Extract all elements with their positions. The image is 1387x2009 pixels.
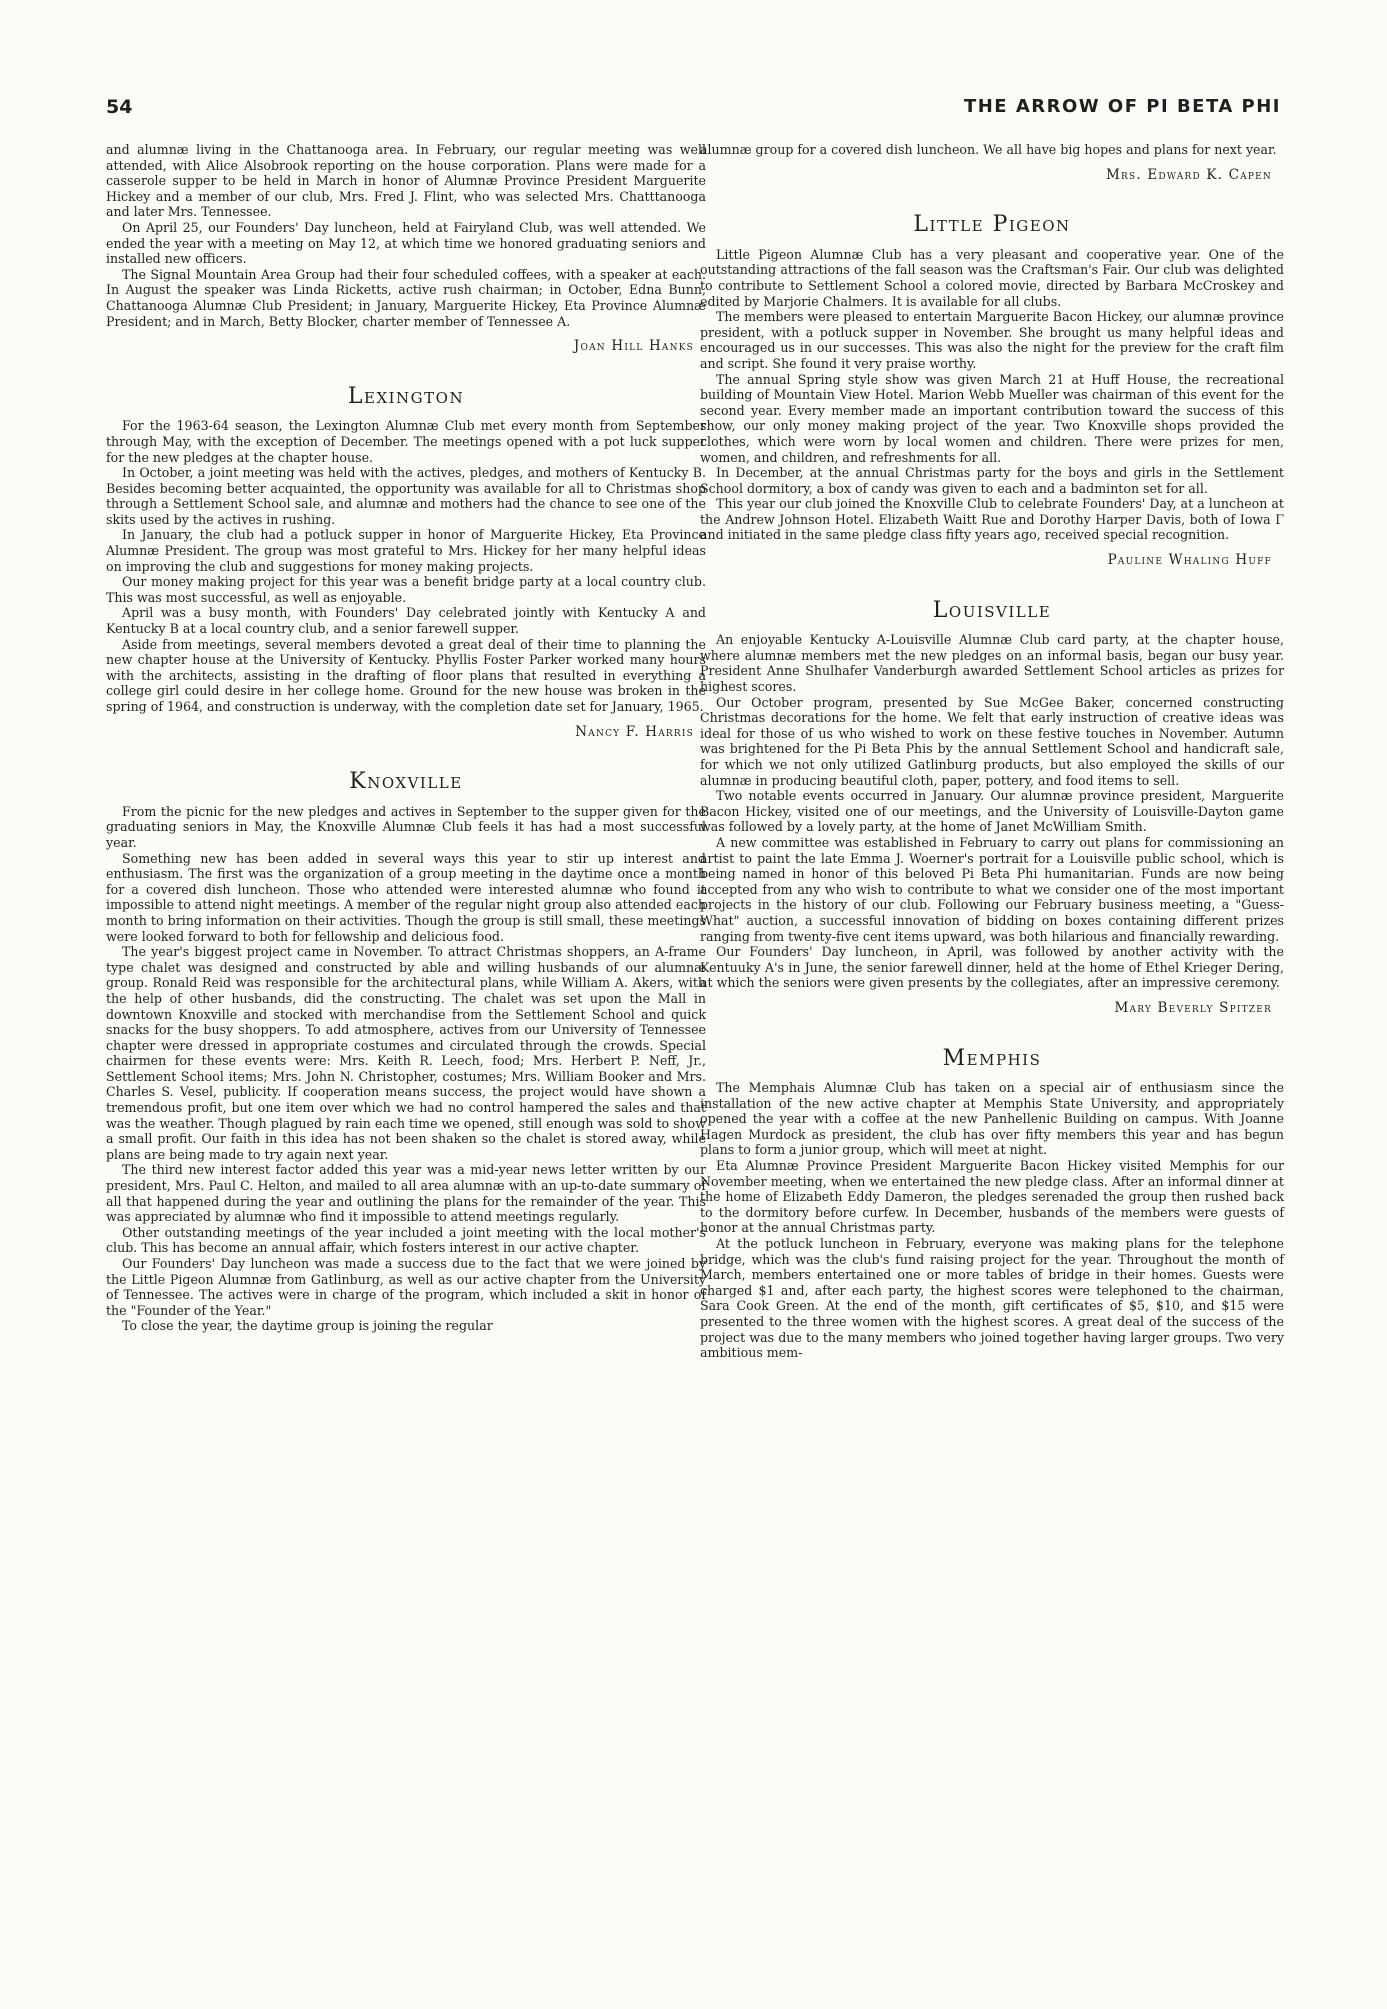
section-title-lexington: Lexington — [347, 383, 465, 409]
paragraph: alumnæ group for a covered dish luncheon. We all have big hopes and plans for next year. — [700, 142, 1277, 157]
page-header — [106, 96, 1281, 120]
paragraph: and alumnæ living in the Chattanooga area. In February, our regular meeting was well attended, with Alice Alsobrook reporting on the house corporation. Plans were made for a casserole supper to be held in March in honor of Alumnæ Province President Marguerite Hickey and a member of our club, Mrs. Fred J. Flint, who was selected Mrs. Chatttanooga and later Mrs. Tennessee. — [106, 142, 706, 220]
paragraph: Two notable events occurred in January. Our alumnæ province president, Marguerite Bacon Hickey, visited one of our meetings, and the University of Louisville-Dayton game was followed by a lovely party, at the home of Janet McWilliam Smith. — [700, 788, 1284, 835]
section-title-louisville: Louisville — [932, 597, 1052, 623]
paragraph: Something new has been added in several ways this year to stir up interest and enthusiasm. The first was the organization of a group meeting in the daytime once a month for a covered dish luncheon. Those who attended were interested alumnæ who found it impossible to attend night meetings. A member of the regular night group also attended each month to bring information on their activities. Though the group is still small, these meetings were looked forward to both for fellowship and delicious food. — [106, 850, 706, 944]
paragraph: The year's biggest project came in November. To attract Christmas shoppers, an A-frame type chalet was designed and constructed by able and willing husbands of our alumnæ group. Ronald Reid was responsible for the architectural plans, while William A. Akers, with the help of other husbands, did the constructing. The chalet was set upon the Mall in downtown Knoxville and stocked with merchandise from the Settlement School and quick snacks for the busy shoppers. To add atmosphere, actives from our University of Tennessee chapter were dressed in appropriate costumes and circulated through the crowds. Special chairmen for these events were: Mrs. Keith R. Leech, food; Mrs. Herbert P. Neff, Jr., Settlement School items; Mrs. John N. Christopher, costumes; Mrs. William Booker and Mrs. Charles S. Vesel, publicity. If cooperation means success, the project would have shown a tremendous profit, but one item over which we had no control hampered the sales and that was the weather. Though plagued by rain each time we opened, still enough was sold to show a small profit. Our faith in this idea has not been shaken so the chalet is stored away, while plans are being made to try again next year. — [106, 944, 707, 1162]
paragraph: In January, the club had a potluck supper in honor of Marguerite Hickey, Eta Province Alumnæ President. The group was most grateful to Mrs. Hickey for her many helpful ideas on improving the club and suggestions for money making projects. — [106, 527, 706, 574]
paragraph: A new committee was established in February to carry out plans for commissioning an artist to paint the late Emma J. Woerner's portrait for a Louisville public school, which is being named in honor of this beloved Pi Beta Phi humanitarian. Funds are now being accepted from any who wish to contribute to what we consider one of the most important projects in the history of our club. Following our February business meeting, a "Guess-What" auction, a successful innovation of bidding on boxes containing different prizes ranging from twenty-five cent items upward, was both hilarious and financially rewarding. — [700, 834, 1284, 944]
paragraph: From the picnic for the new pledges and actives in September to the supper given for the graduating seniors in May, the Knoxville Alumnæ Club feels it has had a most successful year. — [106, 803, 706, 850]
signature: Pauline Whaling Huff — [1107, 552, 1272, 569]
paragraph: An enjoyable Kentucky A-Louisville Alumnæ Club card party, at the chapter house, where alumnæ members met the new pledges on an informal basis, began our busy year. President Anne Shulhafer Vanderburgh awarded Settlement School articles as prizes for highest scores. — [700, 632, 1284, 695]
chattanooga-section — [106, 142, 706, 355]
paragraph: Eta Alumnæ Province President Marguerite Bacon Hickey visited Memphis for our November meeting, when we entertained the new pledge class. After an informal dinner at the home of Elizabeth Eddy Dameron, the pledges serenaded the group then rushed back to the dormitory before curfew. In December, husbands of the members were guests of honor at the annual Christmas party. — [700, 1158, 1284, 1236]
section-title-little-pigeon: Little Pigeon — [913, 212, 1071, 238]
left-column — [106, 142, 706, 1334]
memphis-section — [700, 1045, 1284, 1361]
signature: Nancy F. Harris — [575, 723, 694, 740]
paragraph: Aside from meetings, several members devoted a great deal of their time to planning the new chapter house at the University of Kentucky. Phyllis Foster Parker worked many hours with the architects, assisting in the drafting of floor plans that resulted in everything a college girl could desire in her college home. Ground for the new house was broken in the spring of 1964, and construction is underway, with the completion date set for January, 1965. — [106, 636, 706, 714]
right-column — [700, 142, 1284, 1361]
journal-title: THE ARROW OF PI BETA PHI — [963, 96, 1281, 117]
paragraph: Other outstanding meetings of the year included a joint meeting with the local mother's club. This has become an annual affair, which fosters interest in our active chapter. — [106, 1224, 706, 1256]
paragraph: In December, at the annual Christmas party for the boys and girls in the Settlement School dormitory, a box of candy was given to each and a badminton set for all. — [700, 465, 1284, 496]
paragraph: Little Pigeon Alumnæ Club has a very pleasant and cooperative year. One of the outstanding attractions of the fall season was the Craftsman's Fair. Our club was delighted to contribute to Settlement School a colored movie, directed by Barbara McCroskey and edited by Marjorie Chalmers. It is available for all clubs. — [700, 246, 1284, 309]
paragraph: Our money making project for this year was a benefit bridge party at a local country club. This was most successful, as well as enjoyable. — [106, 574, 706, 605]
louisville-section — [700, 597, 1284, 1017]
paragraph: This year our club joined the Knoxville Club to celebrate Founders' Day, at a luncheon at the Andrew Johnson Hotel. Elizabeth Waitt Rue and Dorothy Harper Davis, both of Iowa Γ and initiated in the same pledge class fifty years ago, received special recognition. — [700, 496, 1284, 543]
paragraph: April was a busy month, with Founders' Day celebrated jointly with Kentucky A and Kentucky B at a local country club, and a senior farewell supper. — [106, 605, 706, 637]
section-title-memphis: Memphis — [942, 1045, 1042, 1071]
paragraph: The Memphais Alumnæ Club has taken on a special air of enthusiasm since the installation of the new active chapter at Memphis State University, and appropriately opened the year with a coffee at the new Panhellenic Building on campus. With Joanne Hagen Murdock as president, the club has over fifty members this year and has begun plans to form a junior group, which will meet at night. — [700, 1080, 1284, 1158]
page-number: 54 — [106, 96, 133, 118]
paragraph: Our October program, presented by Sue McGee Baker, concerned constructing Christmas decorations for the home. We felt that early instruction of creative ideas was ideal for those of us who wished to work on these festive touches in November. Autumn was brightened for the Pi Beta Phis by the annual Settlement School and handicraft sale, for which we not only utilized Gatlinburg products, but also employed the skills of our alumnæ in producing beautiful cloth, paper, pottery, and food items to sell. — [700, 694, 1284, 788]
paragraph: At the potluck luncheon in February, everyone was making plans for the telephone bridge, which was the club's fund raising project for the year. Throughout the month of March, members entertained one or more tables of bridge in their homes. Guests were charged $1 and, after each party, the highest scores were telephoned to the chairman, Sara Cook Green. At the end of the month, gift certificates of $5, $10, and $15 were presented to the three women with the highest scores. A great deal of the success of the project was due to the many members who joined together having larger groups. Two very ambitious mem- — [700, 1236, 1284, 1361]
paragraph: Our Founders' Day luncheon was made a success due to the fact that we were joined by the Little Pigeon Alumnæ from Gatlinburg, as well as our active chapter from the University of Tennessee. The actives were in charge of the program, which included a skit in honor of the "Founder of the Year." — [106, 1256, 706, 1318]
knoxville-continued — [700, 142, 1284, 183]
paragraph: On April 25, our Founders' Day luncheon, held at Fairyland Club, was well attended. We ended the year with a meeting on May 12, at which time we honored graduating seniors and installed new officers. — [106, 219, 706, 267]
paragraph: Our Founders' Day luncheon, in April, was followed by another activity with the Kentuuky A's in June, the senior farewell dinner, held at the home of Ethel Krieger Dering, at which the seniors were given presents by the collegiates, after an impressive ceremony. — [700, 944, 1284, 991]
section-title-knoxville: Knoxville — [349, 769, 463, 795]
paragraph: To close the year, the daytime group is joining the regular — [122, 1318, 493, 1334]
little-pigeon-section — [700, 212, 1284, 569]
paragraph: The Signal Mountain Area Group had their four scheduled coffees, with a speaker at each. In August the speaker was Linda Ricketts, active rush chairman; in October, Edna Bunn, Chattanooga Alumnæ Club President; in January, Marguerite Hickey, Eta Province Alumnæ President; and in March, Betty Blocker, charter member of Tennessee A. — [106, 266, 706, 329]
paragraph: The third new interest factor added this year was a mid-year news letter written by our president, Mrs. Paul C. Helton, and mailed to all area alumnæ with an up-to-date summary of all that happened during the year and outlining the plans for the remainder of the year. This was appreciated by alumnæ who find it impossible to attend meetings regularly. — [106, 1162, 706, 1225]
signature: Mrs. Edward K. Capen — [1105, 166, 1272, 183]
paragraph: The members were pleased to entertain Marguerite Bacon Hickey, our alumnæ province president, with a potluck supper in November. She brought us many helpful ideas and encouraged us in our successes. This was also the night for the preview for the craft film and script. She found it very praise worthy. — [700, 309, 1284, 371]
paragraph: The annual Spring style show was given March 21 at Huff House, the recreational building of Mountain View Hotel. Marion Webb Mueller was chairman of this event for the second year. Every member made an important contribution toward the success of this show, our only money making project of the year. Two Knoxville shops provided the clothes, which were worn by local women and children. There were prizes for men, women, and children, and refreshments for all. — [700, 371, 1284, 465]
paragraph: For the 1963-64 season, the Lexington Alumnæ Club met every month from September through May, with the exception of December. The meetings opened with a pot luck supper for the new pledges at the chapter house. — [106, 418, 706, 465]
paragraph: In October, a joint meeting was held with the actives, pledges, and mothers of Kentucky B. Besides becoming better acquainted, the opportunity was available for all to Christmas shop through a Settlement School sale, and alumnæ and mothers had the chance to see one of the skits used by the actives in rushing. — [106, 465, 706, 527]
signature: Joan Hill Hanks — [573, 338, 694, 355]
signature: Mary Beverly Spitzer — [1114, 999, 1272, 1016]
lexington-section — [106, 383, 706, 740]
knoxville-section — [106, 769, 707, 1334]
